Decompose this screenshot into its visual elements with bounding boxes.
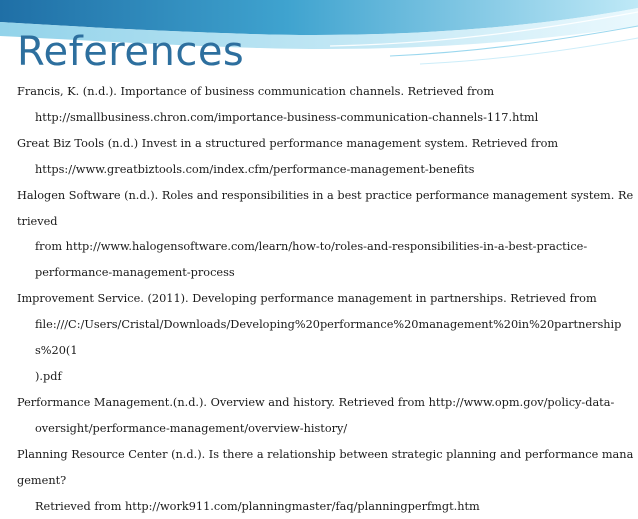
reference-line: Planning Resource Center (n.d.). Is there a relationship between strategic planning and performance management? — [17, 442, 635, 494]
reference-item — [17, 183, 635, 287]
reference-item — [17, 79, 635, 131]
reference-line: Performance Management.(n.d.). Overview and history. Retrieved from http://www.opm.gov/policy-data- — [17, 390, 635, 416]
reference-line: http://smallbusiness.chron.com/importance-business-communication-channels-117.html — [35, 105, 635, 131]
reference-item — [17, 390, 635, 442]
reference-item — [17, 286, 635, 390]
reference-line: Retrieved from http://work911.com/planningmaster/faq/planningperfmgt.htm — [35, 494, 635, 519]
reference-item — [17, 442, 635, 519]
reference-line: Improvement Service. (2011). Developing performance management in partnerships. Retrieved from — [17, 286, 635, 312]
reference-line: Great Biz Tools (n.d.) Invest in a structured performance management system. Retrieved from — [17, 131, 635, 157]
reference-line: ).pdf — [35, 364, 635, 390]
reference-list — [17, 79, 635, 519]
reference-line: oversight/performance-management/overview-history/ — [35, 416, 635, 442]
reference-line: https://www.greatbiztools.com/index.cfm/performance-management-benefits — [35, 157, 635, 183]
reference-line: performance-management-process — [35, 260, 635, 286]
reference-item — [17, 131, 635, 183]
reference-line: Francis, K. (n.d.). Importance of business communication channels. Retrieved from — [17, 79, 635, 105]
reference-line: from http://www.halogensoftware.com/learn/how-to/roles-and-responsibilities-in-a-best-practice- — [35, 234, 635, 260]
slide-title: References — [17, 28, 244, 76]
reference-line: Halogen Software (n.d.). Roles and responsibilities in a best practice performance management system. Retrieved — [17, 183, 635, 235]
reference-line: file:///C:/Users/Cristal/Downloads/Developing%20performance%20management%20in%20partnerships%20(1 — [35, 312, 635, 364]
